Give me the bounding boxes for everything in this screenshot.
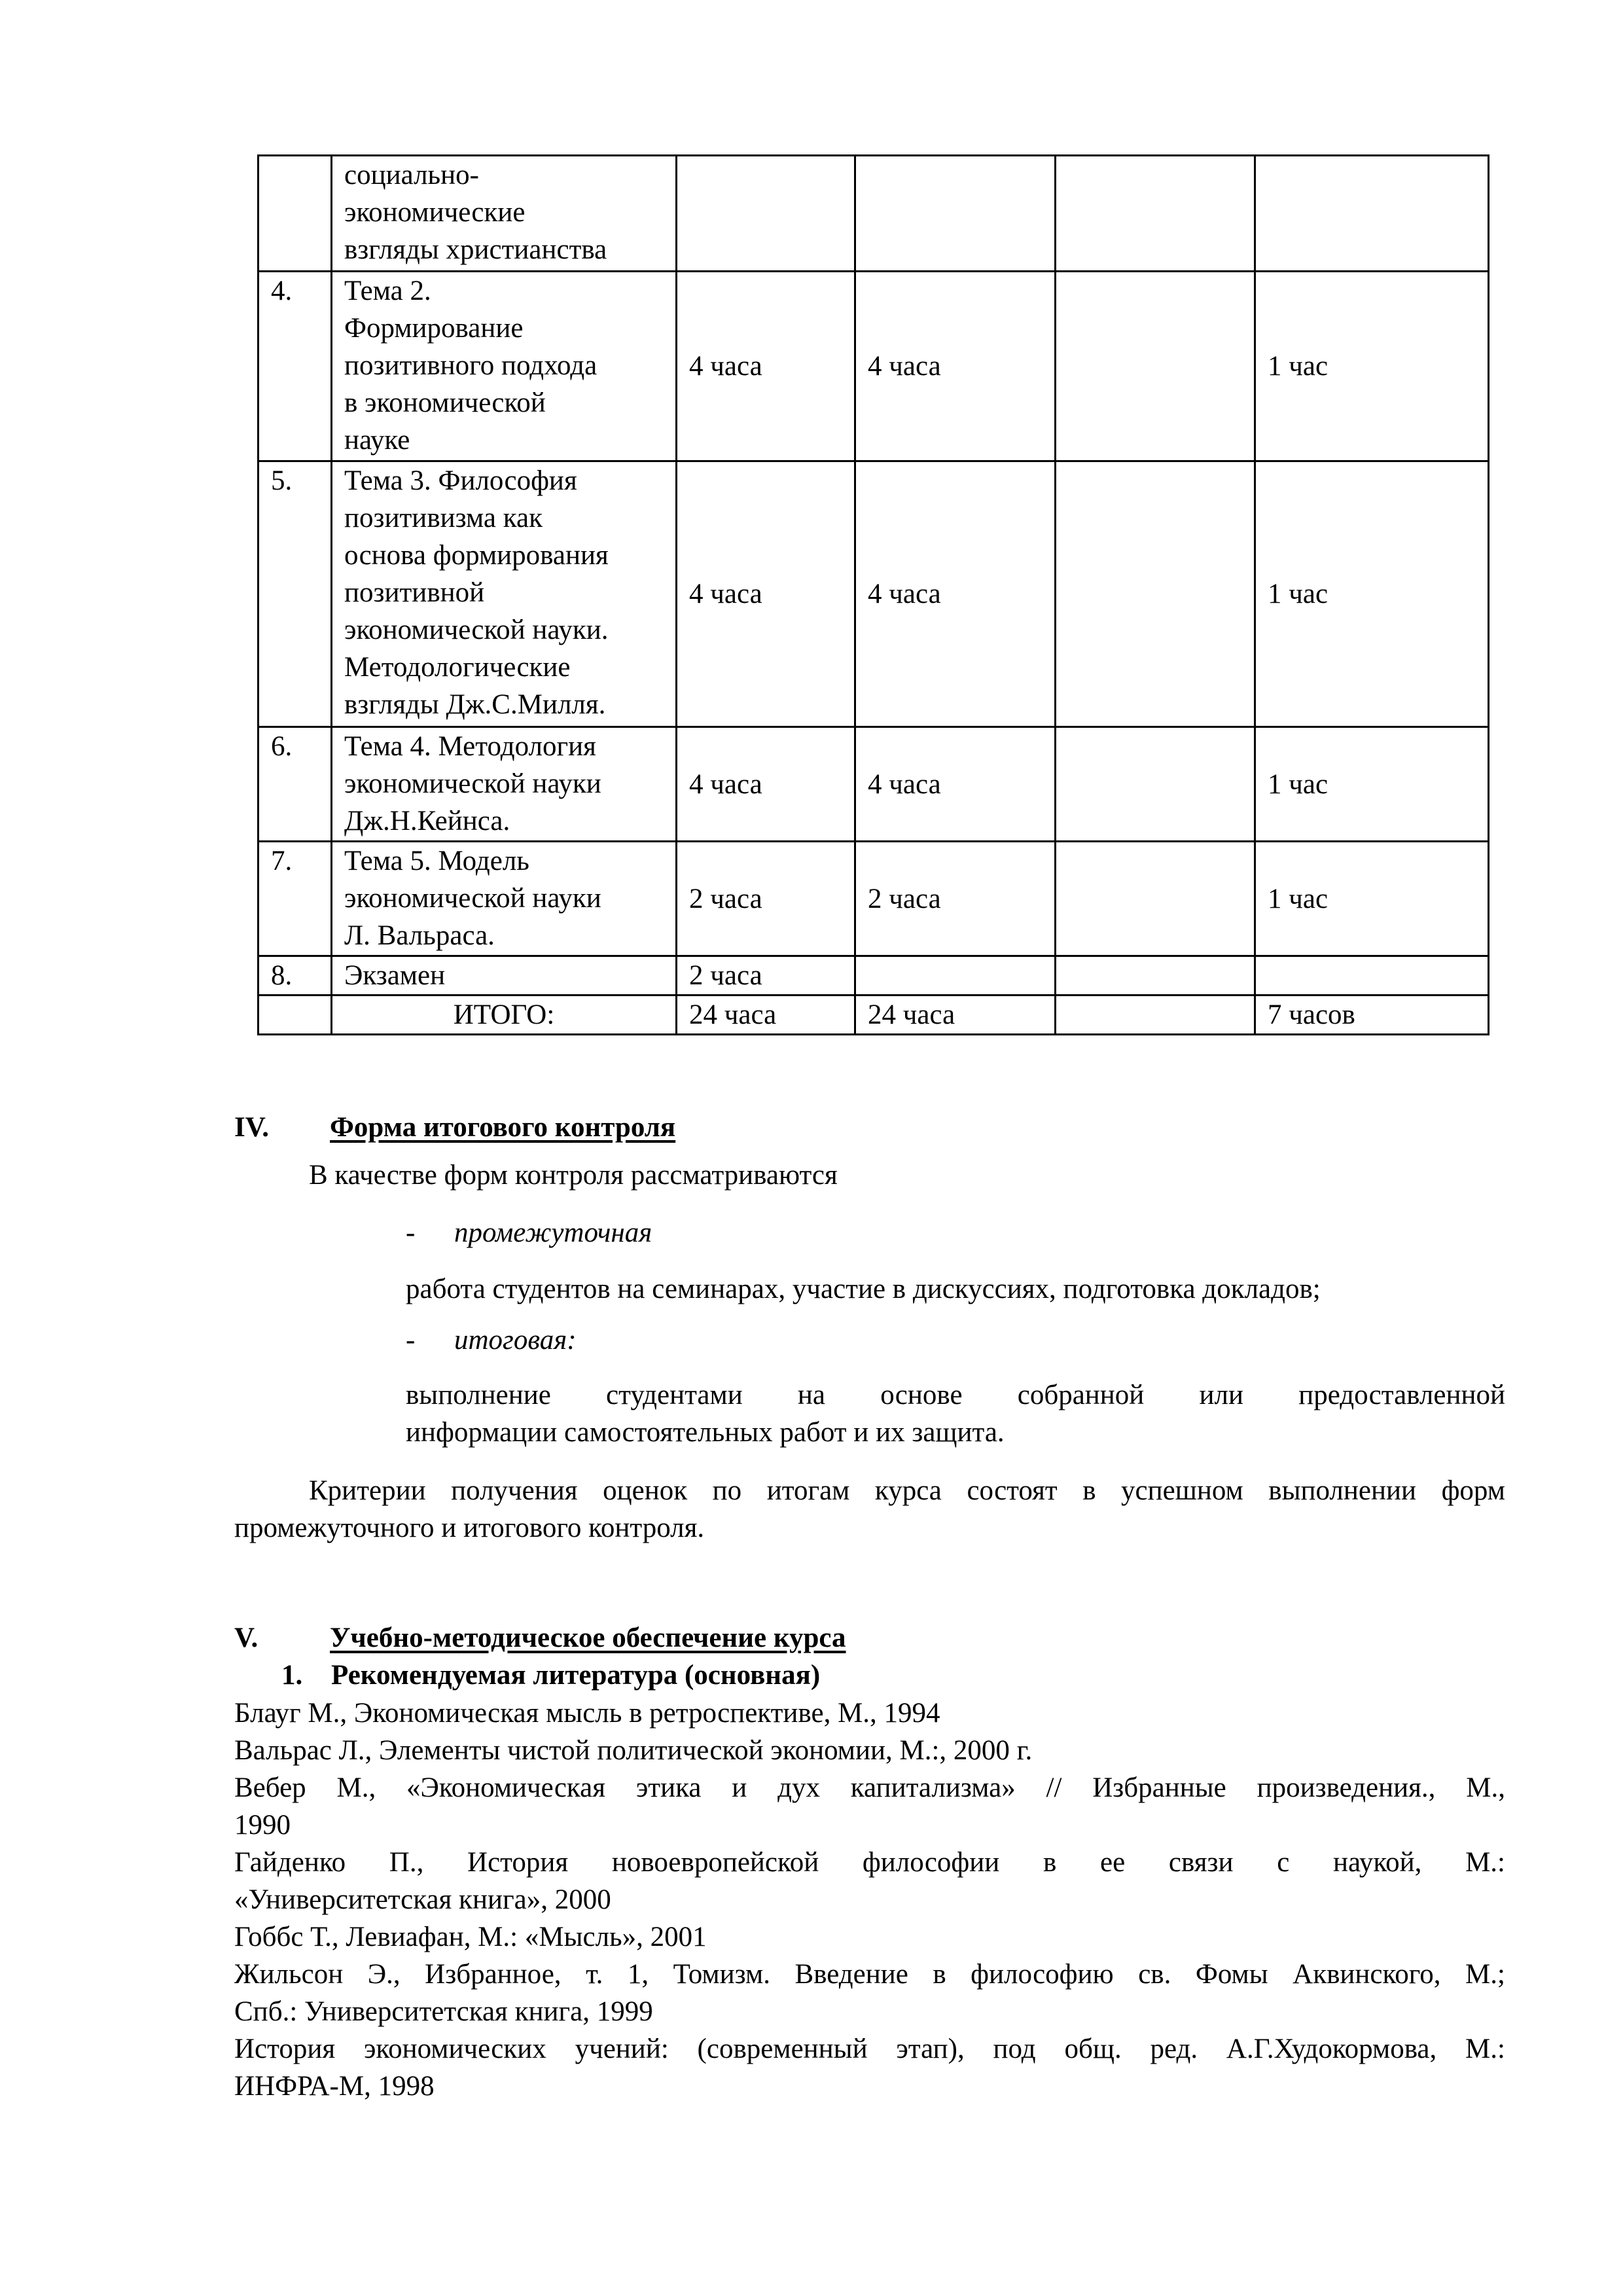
self-study-cell: 1 час [1255, 727, 1489, 842]
topic-line: позитивной [344, 577, 485, 608]
empty-cell [1056, 156, 1255, 272]
topic-cell [332, 727, 677, 842]
empty-cell [1056, 272, 1255, 461]
table-row [259, 461, 1489, 727]
topic-line: Тема 5. Модель [344, 846, 529, 876]
final-description-line: выполнение студентами на основе собранной или предоставленной [406, 1380, 1505, 1410]
reference-line: Вебер М., «Экономическая этика и дух капитализма» // Избранные произведения., М., [234, 1772, 1505, 1803]
reference-item [234, 1918, 1505, 1956]
seminars-cell [855, 956, 1056, 996]
seminars-cell: 2 часа [855, 842, 1056, 956]
reference-item [234, 1769, 1505, 1844]
list-dash: - [406, 1325, 416, 1355]
empty-cell [1056, 461, 1255, 727]
lectures-cell: 2 часа [677, 956, 855, 996]
topic-line: взгляды христианства [344, 234, 607, 265]
topic-cell [332, 156, 677, 272]
topic-cell [332, 842, 677, 956]
table-row-continuation [259, 156, 1489, 272]
final-description-line: информации самостоятельных работ и их защита. [406, 1417, 1005, 1448]
lectures-cell: 2 часа [677, 842, 855, 956]
table-row [259, 272, 1489, 461]
reference-item [234, 2030, 1505, 2105]
topic-cell [332, 461, 677, 727]
topic-line: позитивного подхода [344, 350, 597, 381]
section-number: V. [234, 1623, 259, 1653]
self-study-cell: 1 час [1255, 842, 1489, 956]
empty-cell [1056, 842, 1255, 956]
reference-line: Спб.: Университетская книга, 1999 [234, 1996, 653, 2027]
section-heading-v [234, 1619, 846, 1657]
topic-line: экономические [344, 197, 526, 228]
intermediate-label: промежуточная [454, 1217, 652, 1248]
criteria-line: Критерии получения оценок по итогам курса состоят в успешном выполнении форм [309, 1475, 1505, 1506]
reference-line: Гоббс Т., Левиафан, М.: «Мысль», 2001 [234, 1922, 707, 1952]
reference-item [234, 1956, 1505, 2030]
reference-line: История экономических учений: (современный этап), под общ. ред. А.Г.Худокормова, М.: [234, 2034, 1505, 2064]
topic-line: Экзамен [344, 960, 446, 991]
row-number: 5. [259, 461, 332, 727]
empty-cell [1056, 956, 1255, 996]
reference-line: Жильсон Э., Избранное, т. 1, Томизм. Введение в философию св. Фомы Аквинского, М.; [234, 1959, 1505, 1990]
row-number [259, 996, 332, 1035]
section-heading-iv [234, 1109, 675, 1146]
seminars-cell: 4 часа [855, 272, 1056, 461]
topic-line: экономической науки [344, 883, 601, 914]
lectures-cell [677, 156, 855, 272]
self-study-cell: 1 час [1255, 272, 1489, 461]
topic-line: Дж.Н.Кейнса. [344, 806, 510, 836]
topic-line: в экономической [344, 387, 546, 418]
self-study-cell [1255, 156, 1489, 272]
reference-item [234, 1732, 1505, 1769]
row-number [259, 156, 332, 272]
row-number: 8. [259, 956, 332, 996]
topic-cell [332, 272, 677, 461]
subsection-number: 1. [281, 1660, 303, 1691]
topic-line: взгляды Дж.С.Милля. [344, 689, 606, 720]
section-number: IV. [234, 1112, 269, 1143]
topic-line: позитивизма как [344, 503, 543, 533]
topic-line: социально- [344, 160, 479, 190]
section-title: Учебно-методическое обеспечение курса [330, 1623, 846, 1653]
self-study-cell [1255, 956, 1489, 996]
self-study-cell: 1 час [1255, 461, 1489, 727]
table-row [259, 727, 1489, 842]
topic-line: основа формирования [344, 540, 609, 571]
reference-item [234, 1844, 1505, 1918]
seminars-cell: 4 часа [855, 727, 1056, 842]
topic-line: Тема 3. Философия [344, 465, 577, 496]
final-label: итоговая: [454, 1325, 577, 1355]
subsection-heading [281, 1657, 820, 1694]
lectures-cell: 4 часа [677, 727, 855, 842]
final-control-item [406, 1321, 577, 1359]
topic-line: Тема 2. [344, 276, 431, 306]
reference-line: Блауг М., Экономическая мысль в ретроспективе, М., 1994 [234, 1698, 940, 1729]
topic-line: Методологические [344, 652, 571, 683]
seminars-total: 24 часа [855, 996, 1056, 1035]
topic-line: Л. Вальраса. [344, 920, 495, 951]
reference-line: Гайденко П., История новоевропейской философии в ее связи с наукой, М.: [234, 1847, 1505, 1878]
row-number: 6. [259, 727, 332, 842]
topic-line: экономической науки [344, 768, 601, 799]
self-study-total: 7 часов [1255, 996, 1489, 1035]
lectures-total: 24 часа [677, 996, 855, 1035]
topic-line: экономической науки. [344, 615, 609, 645]
reference-line: 1990 [234, 1810, 291, 1840]
control-intro: В качестве форм контроля рассматриваются [309, 1160, 838, 1191]
topic-cell [332, 956, 677, 996]
topic-line: науке [344, 425, 410, 456]
empty-cell [1056, 727, 1255, 842]
list-dash: - [406, 1217, 416, 1248]
table-row-total [259, 996, 1489, 1035]
subsection-title: Рекомендуемая литература (основная) [331, 1660, 821, 1691]
reference-line: «Университетская книга», 2000 [234, 1884, 611, 1915]
seminars-cell [855, 156, 1056, 272]
reference-item [234, 1695, 1505, 1732]
intermediate-description: работа студентов на семинарах, участие в дискуссиях, подготовка докладов; [406, 1274, 1321, 1304]
seminars-cell: 4 часа [855, 461, 1056, 727]
table-row [259, 842, 1489, 956]
topic-line: Формирование [344, 313, 524, 344]
criteria-line: промежуточного и итогового контроля. [234, 1513, 705, 1543]
empty-cell [1056, 996, 1255, 1035]
topic-line: Тема 4. Методология [344, 731, 596, 762]
section-title: Форма итогового контроля [330, 1112, 676, 1143]
row-number: 7. [259, 842, 332, 956]
lectures-cell: 4 часа [677, 272, 855, 461]
course-plan-table [257, 154, 1489, 1035]
references-list [234, 1695, 1505, 2105]
total-label: ИТОГО: [332, 996, 677, 1035]
intermediate-control-item [406, 1214, 652, 1251]
reference-line: ИНФРА-М, 1998 [234, 2071, 435, 2102]
table-row [259, 956, 1489, 996]
row-number: 4. [259, 272, 332, 461]
lectures-cell: 4 часа [677, 461, 855, 727]
reference-line: Вальрас Л., Элементы чистой политической экономии, М.:, 2000 г. [234, 1735, 1033, 1766]
